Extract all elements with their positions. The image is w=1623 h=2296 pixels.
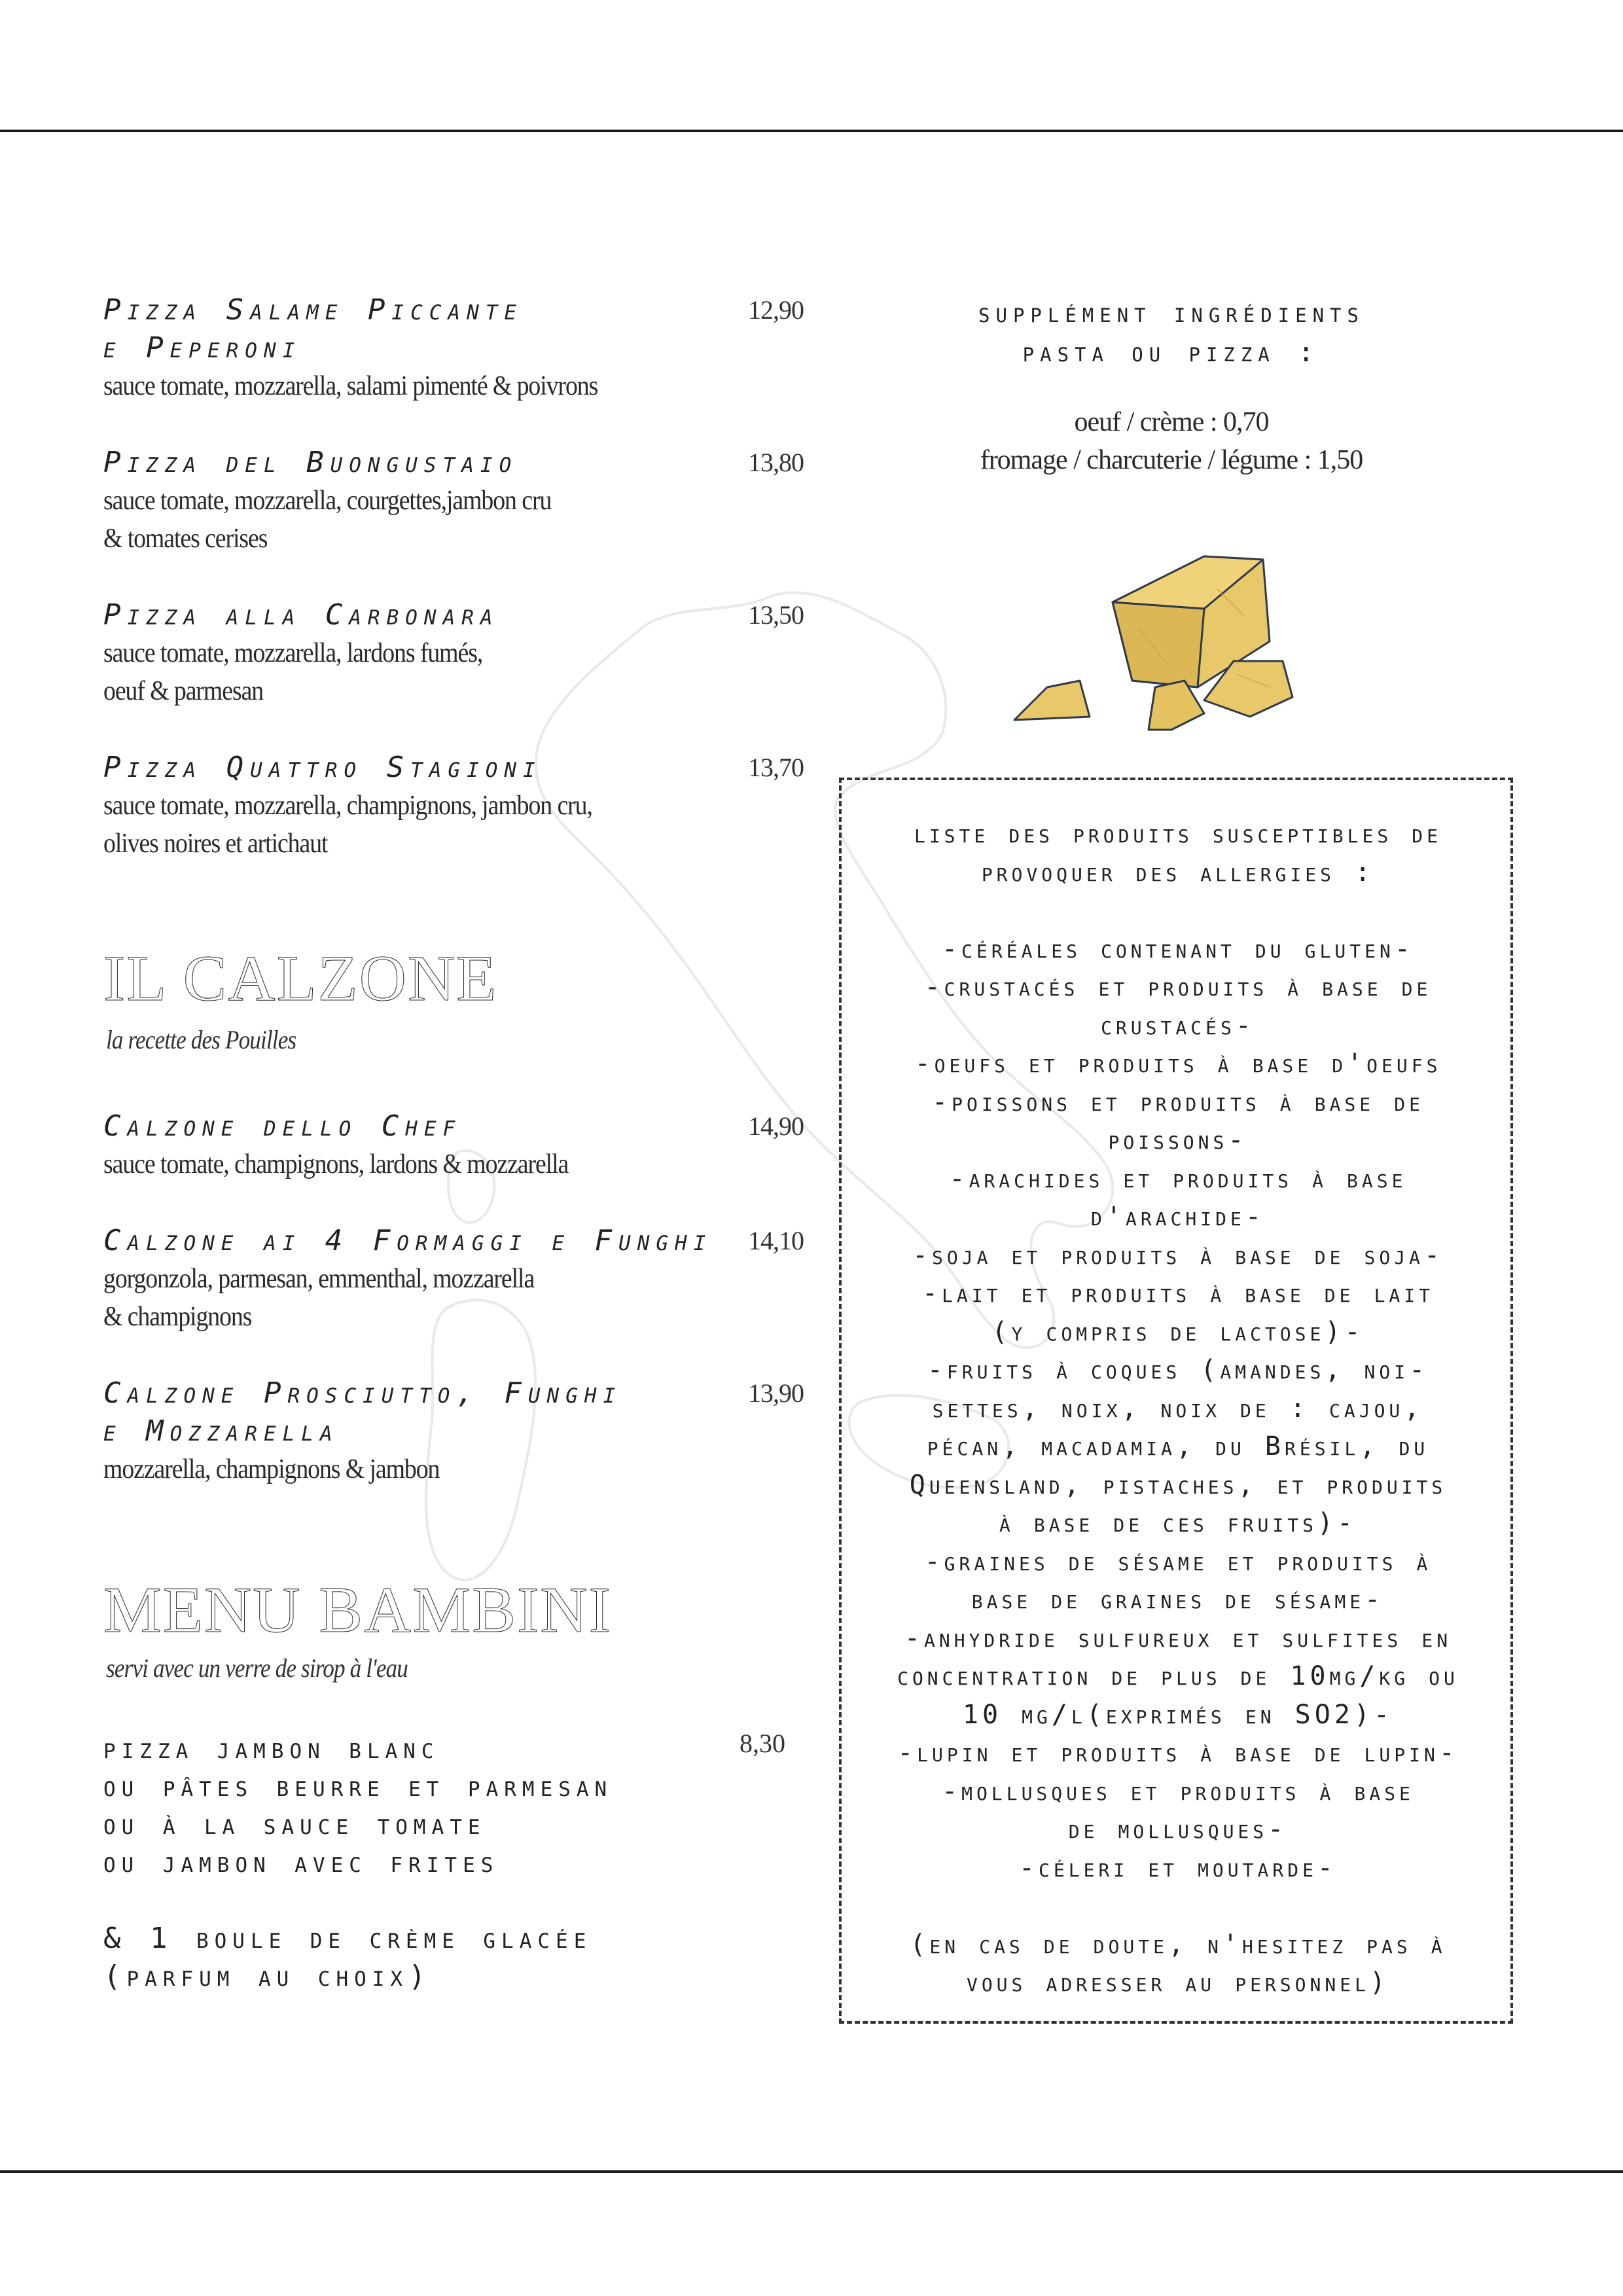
item-name: Pizza Salame Piccante e Peperoni [103, 293, 524, 365]
item-description: sauce tomate, mozzarella, courgettes,jambon cru & tomates cerises [103, 486, 552, 554]
item-name: Calzone ai 4 Formaggi e Funghi [103, 1224, 713, 1257]
cheese-illustration [1008, 530, 1348, 740]
bambini-price: 8,30 [740, 1729, 785, 1758]
supplement-title: supplément ingrédients pasta ou pizza : [978, 296, 1364, 368]
menu-item-pizza-carbonara [103, 596, 804, 710]
item-name: Pizza Quattro Stagioni [103, 751, 542, 784]
item-name: Calzone dello Chef [103, 1109, 462, 1143]
top-rule [0, 130, 1623, 132]
item-description: sauce tomate, champignons, lardons & mozzarella [103, 1149, 569, 1179]
item-name: Pizza alla Carbonara [103, 598, 499, 632]
menu-item-pizza-buongustaio [103, 444, 804, 558]
bambini-line: ou jambon avec frites [103, 1846, 499, 1879]
item-description: gorgonzola, parmesan, emmenthal, mozzarella & champignons [103, 1264, 535, 1332]
bambini-line: pizza jambon blanc [103, 1732, 440, 1765]
bottom-rule [0, 2170, 1623, 2173]
item-name: Calzone Prosciutto, Funghi e Mozzarella [103, 1376, 622, 1448]
item-price: 12,90 [748, 295, 804, 325]
bambini-line: ou à la sauce tomate [103, 1808, 486, 1841]
menu-item-calzone-chef [103, 1107, 804, 1183]
menu-item-calzone-formaggi [103, 1222, 804, 1336]
item-price: 14,90 [748, 1111, 804, 1141]
supplement-line: fromage / charcuterie / légume : 1,50 [980, 445, 1363, 475]
item-description: sauce tomate, mozzarella, salami pimenté & poivrons [103, 371, 598, 401]
section-title-bambini: MENU BAMBINI [103, 1573, 612, 1646]
item-price: 13,90 [748, 1378, 804, 1408]
item-description: sauce tomate, mozzarella, lardons fumés, oeuf & parmesan [103, 638, 483, 706]
menu-item-calzone-prosciutto [103, 1374, 804, 1488]
item-price: 13,50 [748, 600, 804, 630]
section-subtitle-bambini: servi avec un verre de sirop à l'eau [106, 1653, 408, 1683]
supplement-line: oeuf / crème : 0,70 [1074, 407, 1269, 437]
item-description: sauce tomate, mozzarella, champignons, jambon cru, olives noires et artichaut [103, 791, 592, 859]
item-price: 13,70 [748, 753, 804, 782]
item-name: Pizza del Buongustaio [103, 446, 518, 479]
menu-item-pizza-salame [103, 291, 804, 405]
section-title-calzone: IL CALZONE [103, 942, 498, 1014]
dessert-line: (parfum au choix) [103, 1960, 432, 1993]
bambini-line: ou pâtes beurre et parmesan [103, 1770, 613, 1803]
section-subtitle-calzone: la recette des Pouilles [106, 1025, 296, 1054]
item-price: 13,80 [748, 448, 804, 477]
dessert-line: & 1 boule de crème glacée [103, 1922, 592, 1955]
supplement-block [877, 293, 1466, 479]
allergy-list: liste des produits susceptibles de provoquer des allergies : -céréales contenant du gluten- -crustacés et produits à base de crustacés- -oeufs et produits à base d'oeufs -poissons et produits à base de poissons- -arachides et produits à base d'arachide- -soja et produits à base de soja- -lait et produits à base de lait (y compris de lactose)- -fruits à coques (amandes, noi- settes, noix, noix de : cajou, pécan, macadamia, du Brésil, du Queensland, pistaches, et produits à base de ces fruits)- -graines de sésame et produits à base de graines de sésame- -anhydride sulfureux et sulfites en concentration de plus de 10mg/kg ou 10 mg/l(exprimés en SO2)- -lupin et produits à base de lupin- -mollusques et produits à base de mollusques- -céleri et moutarde- (en cas de doute, n'hesitez pas à vous adresser au personnel) [897, 819, 1459, 1998]
menu-item-pizza-quattro-stagioni [103, 749, 804, 863]
item-price: 14,10 [748, 1226, 804, 1255]
item-description: mozzarella, champignons & jambon [103, 1454, 440, 1484]
